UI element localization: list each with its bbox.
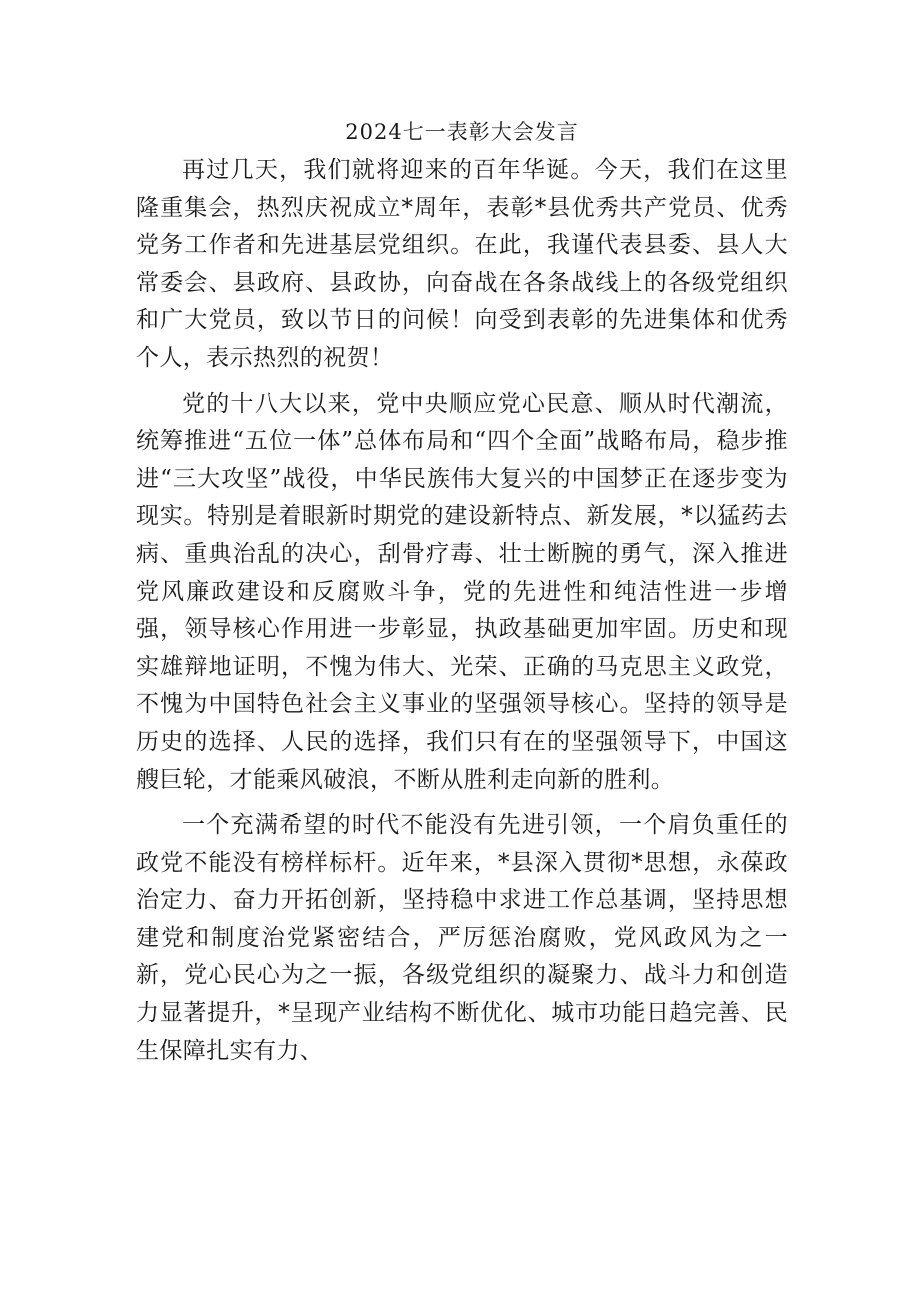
paragraph-gap (136, 799, 788, 807)
paragraph-3: 一个充满希望的时代不能没有先进引领，一个肩负重任的政党不能没有榜样标杆。近年来，*县深入贯彻*思想，永葆政治定力、奋力开拓创新，坚持稳中求进工作总基调，坚持思想建党和制度治党紧密结合，严厉惩治腐败，党风政风为之一新，党心民心为之一振，各级党组织的凝聚力、战斗力和创造力显著提升，*呈现产业结构不断优化、城市功能日趋完善、民生保障扎实有力、 (136, 812, 788, 1064)
document-title: 2024七一表彰大会发言 (345, 120, 579, 144)
paragraph-gap (136, 378, 788, 386)
document-body (136, 112, 788, 1070)
paragraph-2: 党的十八大以来，党中央顺应党心民意、顺从时代潮流，统筹推进“五位一体”总体布局和“四个全面”战略布局，稳步推进“三大攻坚”战役，中华民族伟大复兴的中国梦正在逐步变为现实。特别是着眼新时期党的建设新特点、新发展，*以猛药去病、重典治乱的决心，刮骨疗毒、壮士断腕的勇气，深入推进党风廉政建设和反腐败斗争，党的先进性和纯洁性进一步增强，领导核心作用进一步彰显，执政基础更加牢固。历史和现实雄辩地证明，不愧为伟大、光荣、正确的马克思主义政党，不愧为中国特色社会主义事业的坚强领导核心。坚持的领导是历史的选择、人民的选择，我们只有在的坚强领导下，中国这艘巨轮，才能乘风破浪，不断从胜利走向新的胜利。 (136, 390, 788, 793)
paragraph-1: 再过几天，我们就将迎来的百年华诞。今天，我们在这里隆重集会，热烈庆祝成立*周年，表彰*县优秀共产党员、优秀党务工作者和先进基层党组织。在此，我谨代表县委、县人大常委会、县政府、县政协，向奋战在各条战线上的各级党组织和广大党员，致以节日的问候！向受到表彰的先进集体和优秀个人，表示热烈的祝贺！ (136, 157, 788, 371)
